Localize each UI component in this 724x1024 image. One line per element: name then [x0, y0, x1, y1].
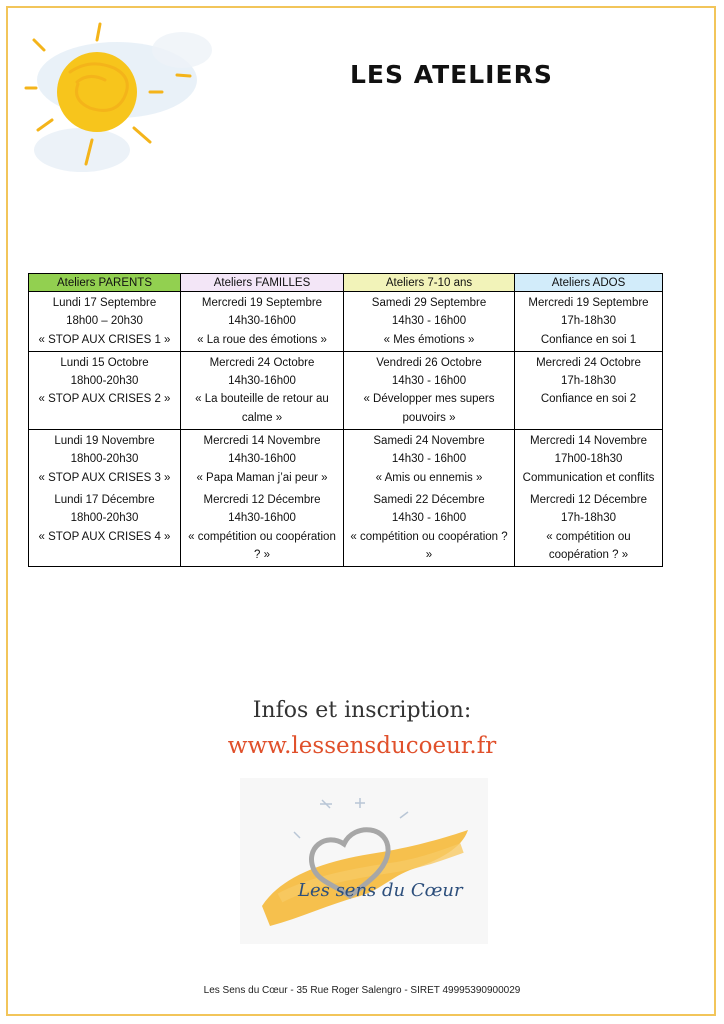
- header-7-10: Ateliers 7-10 ans: [344, 274, 515, 292]
- info-heading: Infos et inscription:: [252, 698, 472, 723]
- cell-date: Mercredi 12 Décembre: [203, 493, 321, 506]
- cell-date: Mercredi 19 Septembre: [528, 297, 649, 309]
- cell-time: 14h30-16h00: [228, 512, 296, 525]
- logo-text: Les sens du Cœur: [298, 880, 463, 901]
- header-parents: Ateliers PARENTS: [29, 274, 181, 292]
- cell-date: Lundi 15 Octobre: [60, 356, 149, 369]
- schedule-table: [28, 273, 663, 567]
- table-cell: [181, 292, 344, 352]
- cell-topic: Confiance en soi 2: [540, 393, 637, 406]
- cell-topic: « Développer mes supers pouvoirs »: [363, 393, 495, 424]
- cell-date: Samedi 24 Novembre: [373, 435, 485, 448]
- cell-time: 14h30 - 16h00: [391, 512, 467, 525]
- cell-time: 14h30-16h00: [228, 375, 296, 388]
- table-cell: [181, 489, 344, 567]
- header-familles: Ateliers FAMILLES: [181, 274, 344, 292]
- cell-topic: Confiance en soi 1: [540, 333, 637, 346]
- table-cell: [181, 430, 344, 489]
- cell-time: 14h30-16h00: [228, 315, 296, 328]
- cell-topic: « Amis ou ennemis »: [375, 471, 483, 484]
- brand-logo: [240, 778, 488, 944]
- table-cell: [515, 292, 663, 352]
- cell-time: 18h00-20h30: [70, 453, 139, 466]
- cell-time: 17h-18h30: [561, 315, 616, 328]
- cell-time: 18h00 – 20h30: [66, 315, 143, 328]
- website-link[interactable]: www.lessensducoeur.fr: [227, 733, 497, 759]
- cell-topic: « STOP AUX CRISES 4 »: [38, 530, 171, 543]
- cell-topic: « STOP AUX CRISES 3 »: [38, 471, 171, 484]
- cell-date: Lundi 17 Septembre: [52, 297, 157, 309]
- table-cell: [29, 292, 181, 352]
- table-cell: [181, 351, 344, 429]
- cell-time: 14h30 - 16h00: [391, 315, 467, 328]
- cell-date: Mercredi 14 Novembre: [203, 435, 321, 448]
- cell-date: Samedi 22 Décembre: [373, 493, 485, 506]
- cell-time: 18h00-20h30: [70, 512, 139, 525]
- cell-topic: « compétition ou coopération ? »: [188, 530, 336, 561]
- cell-topic: « STOP AUX CRISES 2 »: [38, 393, 171, 406]
- cell-time: 18h00-20h30: [70, 375, 139, 388]
- footer-text: Les Sens du Cœur - 35 Rue Roger Salengro - SIRET 49995390900029: [203, 985, 521, 996]
- cell-date: Mercredi 24 Octobre: [536, 356, 641, 369]
- cell-time: 14h30 - 16h00: [391, 375, 467, 388]
- cell-date: Lundi 17 Décembre: [54, 493, 155, 506]
- cell-time: 14h30 - 16h00: [391, 453, 467, 466]
- table-cell: [29, 351, 181, 429]
- table-cell: [515, 489, 663, 567]
- cell-date: Vendredi 26 Octobre: [376, 356, 482, 369]
- cell-date: Mercredi 12 Décembre: [530, 493, 647, 506]
- table-row: [29, 489, 663, 567]
- table-cell: [515, 430, 663, 489]
- table-cell: [344, 489, 515, 567]
- cell-topic: « Papa Maman j’ai peur »: [196, 471, 328, 484]
- cell-topic: « compétition ou coopération ? »: [350, 530, 508, 561]
- cell-date: Mercredi 14 Novembre: [530, 435, 647, 448]
- table-row: [29, 351, 663, 429]
- header-ados: Ateliers ADOS: [515, 274, 663, 292]
- cell-topic: « Mes émotions »: [383, 333, 475, 346]
- cell-topic: « La bouteille de retour au calme »: [195, 393, 329, 424]
- table-cell: [344, 292, 515, 352]
- cell-topic: « La roue des émotions »: [197, 333, 327, 346]
- cell-topic: Communication et conflits: [522, 471, 655, 484]
- table-cell: [29, 489, 181, 567]
- cell-date: Mercredi 19 Septembre: [201, 297, 323, 309]
- cell-date: Mercredi 24 Octobre: [209, 356, 315, 369]
- table-cell: [344, 351, 515, 429]
- sun-illustration: [22, 20, 212, 190]
- table-row: [29, 430, 663, 489]
- table-cell: [29, 430, 181, 489]
- table-cell: [515, 351, 663, 429]
- cell-date: Samedi 29 Septembre: [371, 297, 487, 309]
- cell-topic: « compétition ou coopération ? »: [546, 530, 631, 561]
- cell-time: 17h-18h30: [561, 512, 616, 525]
- table-cell: [344, 430, 515, 489]
- cell-time: 14h30-16h00: [228, 453, 296, 466]
- table-header-row: [29, 274, 663, 292]
- cell-time: 17h00-18h30: [554, 453, 623, 466]
- cell-topic: « STOP AUX CRISES 1 »: [38, 333, 171, 346]
- cell-time: 17h-18h30: [561, 375, 616, 388]
- cell-date: Lundi 19 Novembre: [54, 435, 155, 448]
- table-row: [29, 292, 663, 352]
- page-title: LES ATELIERS: [350, 60, 553, 89]
